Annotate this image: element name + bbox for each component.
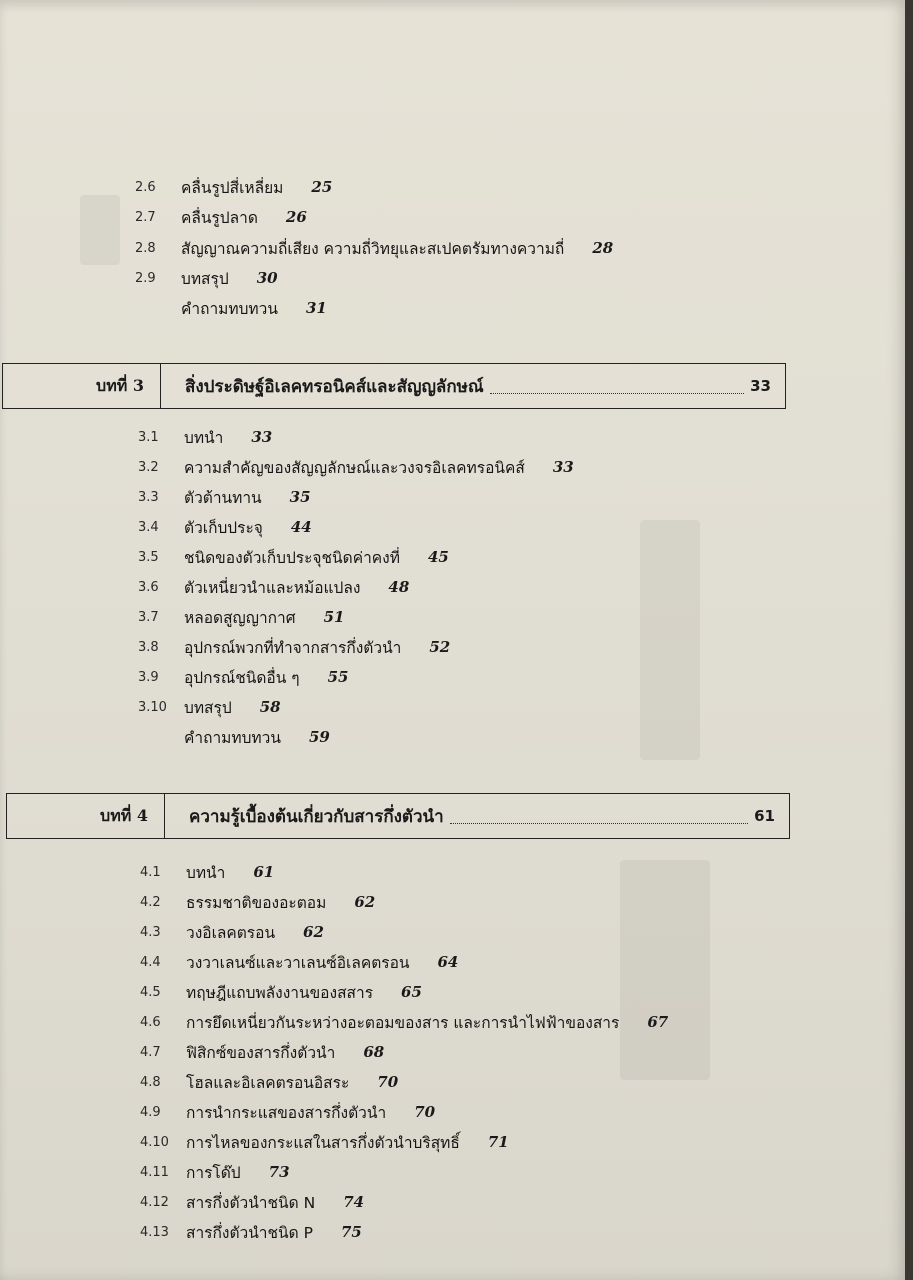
entry-number: 3.6 — [138, 579, 159, 595]
toc-entry[interactable] — [135, 233, 613, 263]
entry-title: ชนิดของตัวเก็บประจุชนิดค่าคงที่ — [184, 548, 400, 567]
toc-entry[interactable] — [140, 1187, 364, 1217]
entry-number: 3.5 — [138, 549, 159, 565]
entry-title: คำถามทบทวน — [181, 299, 278, 318]
entry-title: ตัวต้านทาน — [184, 488, 262, 507]
entry-number: 3.3 — [138, 489, 159, 505]
entry-page: 70 — [414, 1103, 436, 1121]
chapter-3-header[interactable] — [2, 363, 786, 409]
entry-number: 3.7 — [138, 609, 159, 625]
show-through-mark — [80, 195, 120, 265]
entry-page: 35 — [289, 488, 311, 506]
entry-page: 71 — [487, 1133, 509, 1151]
entry-page: 31 — [305, 299, 327, 317]
entry-title: อุปกรณ์พวกที่ทำจากสารกึ่งตัวนำ — [184, 638, 402, 657]
entry-title: คลื่นรูปสี่เหลี่ยม — [181, 178, 284, 197]
entry-title: การยึดเหนี่ยวกันระหว่างอะตอมของสาร และการนำไฟฟ้าของสาร — [186, 1013, 620, 1032]
dot-leader — [450, 809, 748, 824]
toc-entry[interactable] — [140, 1217, 362, 1247]
entry-title: การโด๊ป — [186, 1163, 241, 1182]
entry-page: 59 — [308, 728, 330, 746]
entry-number: 3.8 — [138, 639, 159, 655]
toc-entry[interactable] — [138, 602, 344, 632]
entry-title: การไหลของกระแสในสารกึ่งตัวนำบริสุทธิ์ — [186, 1133, 460, 1152]
chapter-page: 33 — [750, 377, 771, 395]
entry-number: 2.8 — [135, 240, 156, 256]
entry-number: 4.13 — [140, 1224, 169, 1240]
entry-title: การนำกระแสของสารกึ่งตัวนำ — [186, 1103, 387, 1122]
chapter-title: สิ่งประดิษฐ์อิเลคทรอนิคส์และสัญญลักษณ์ — [185, 376, 484, 397]
toc-entry[interactable] — [138, 422, 272, 452]
entry-page: 52 — [429, 638, 451, 656]
entry-title: บทนำ — [186, 863, 226, 882]
entry-page: 28 — [592, 239, 614, 257]
entry-title: ฟิสิกซ์ของสารกึ่งตัวนำ — [186, 1043, 336, 1062]
toc-entry[interactable] — [138, 452, 574, 482]
entry-page: 74 — [343, 1193, 365, 1211]
entry-number: 4.3 — [140, 924, 161, 940]
dot-leader — [490, 379, 745, 394]
entry-number: 3.2 — [138, 459, 159, 475]
entry-number: 3.4 — [138, 519, 159, 535]
toc-entry[interactable] — [140, 1067, 398, 1097]
entry-title: โฮลและอิเลคตรอนอิสระ — [186, 1073, 350, 1092]
toc-entry[interactable] — [135, 293, 327, 323]
toc-entry[interactable] — [138, 542, 449, 572]
toc-entry[interactable] — [140, 977, 422, 1007]
entry-title: ธรรมชาติของอะตอม — [186, 893, 327, 912]
toc-entry[interactable] — [138, 722, 330, 752]
entry-title: บทสรุป — [181, 269, 229, 288]
toc-entry[interactable] — [138, 572, 409, 602]
toc-entry[interactable] — [138, 632, 450, 662]
entry-number: 3.10 — [138, 699, 167, 715]
entry-number: 4.10 — [140, 1134, 169, 1150]
show-through-mark — [620, 860, 710, 1080]
entry-page: 48 — [388, 578, 410, 596]
entry-title: สารกึ่งตัวนำชนิด N — [186, 1193, 316, 1212]
entry-title: คลื่นรูปลาด — [181, 208, 258, 227]
entry-title: วงอิเลคตรอน — [186, 923, 276, 942]
entry-title: บทสรุป — [184, 698, 232, 717]
toc-entry[interactable] — [135, 263, 278, 293]
entry-page: 65 — [401, 983, 422, 1001]
entry-number: 3.1 — [138, 429, 159, 445]
entry-page: 64 — [437, 953, 459, 971]
entry-page: 44 — [290, 518, 312, 536]
toc-entry[interactable] — [138, 482, 311, 512]
entry-number: 2.7 — [135, 209, 156, 225]
chapter-4-header[interactable] — [6, 793, 790, 839]
entry-number: 4.9 — [140, 1104, 161, 1120]
toc-entry[interactable] — [140, 1127, 509, 1157]
entry-number: 4.1 — [140, 864, 161, 880]
entry-page: 75 — [340, 1223, 362, 1241]
entry-number: 4.2 — [140, 894, 161, 910]
toc-entry[interactable] — [135, 202, 307, 232]
toc-entry[interactable] — [140, 947, 458, 977]
entry-title: อุปกรณ์ชนิดอื่น ๆ — [184, 668, 300, 687]
toc-entry[interactable] — [138, 662, 348, 692]
entry-page: 61 — [253, 863, 275, 881]
entry-title: ตัวเหนี่ยวนำและหม้อแปลง — [184, 578, 361, 597]
entry-number: 4.7 — [140, 1044, 161, 1060]
entry-title: สารกึ่งตัวนำชนิด P — [186, 1223, 313, 1242]
entry-page: 67 — [647, 1013, 669, 1031]
entry-number: 4.6 — [140, 1014, 161, 1030]
entry-number: 4.8 — [140, 1074, 161, 1090]
entry-page: 73 — [268, 1163, 290, 1181]
entry-number: 4.5 — [140, 984, 161, 1000]
toc-entry[interactable] — [135, 172, 332, 202]
entry-page: 25 — [311, 178, 333, 196]
show-through-mark — [640, 520, 700, 760]
entry-page: 62 — [303, 923, 324, 941]
entry-number: 2.6 — [135, 179, 156, 195]
entry-number: 4.4 — [140, 954, 161, 970]
entry-page: 45 — [427, 548, 449, 566]
entry-page: 30 — [256, 269, 278, 287]
entry-title: ทฤษฎีแถบพลังงานของสสาร — [186, 983, 374, 1002]
entry-number: 2.9 — [135, 270, 156, 286]
entry-title: วงวาเลนซ์และวาเลนซ์อิเลคตรอน — [186, 953, 410, 972]
entry-page: 70 — [377, 1073, 399, 1091]
toc-entry[interactable] — [140, 887, 375, 917]
entry-number: 4.12 — [140, 1194, 169, 1210]
entry-title: บทนำ — [184, 428, 224, 447]
entry-title: คำถามทบทวน — [184, 728, 281, 747]
toc-entry[interactable] — [140, 1007, 668, 1037]
chapter-title: ความรู้เบื้องต้นเกี่ยวกับสารกึ่งตัวนำ — [189, 806, 444, 827]
entry-number: 4.11 — [140, 1164, 169, 1180]
entry-page: 62 — [354, 893, 376, 911]
entry-title: ตัวเก็บประจุ — [184, 518, 263, 537]
toc-entry[interactable] — [140, 917, 324, 947]
entry-page: 33 — [251, 428, 273, 446]
toc-entry[interactable] — [138, 512, 312, 542]
toc-entry[interactable] — [140, 1097, 435, 1127]
entry-page: 68 — [363, 1043, 385, 1061]
entry-page: 55 — [327, 668, 349, 686]
chapter-page: 61 — [754, 807, 775, 825]
chapter-label: บทที่ 3 — [3, 364, 161, 408]
entry-page: 33 — [552, 458, 574, 476]
toc-entry[interactable] — [138, 692, 281, 722]
entry-page: 26 — [285, 208, 307, 226]
entry-title: หลอดสูญญากาศ — [184, 608, 296, 627]
toc-entry[interactable] — [140, 857, 274, 887]
entry-title: สัญญาณความถี่เสียง ความถี่วิทยุและสเปคตรัมทางความถี่ — [181, 239, 565, 258]
chapter-label: บทที่ 4 — [7, 794, 165, 838]
entry-number: 3.9 — [138, 669, 159, 685]
entry-title: ความสำคัญของสัญญลักษณ์และวงจรอิเลคทรอนิคส์ — [184, 458, 525, 477]
entry-page: 51 — [323, 608, 345, 626]
toc-entry[interactable] — [140, 1037, 384, 1067]
toc-entry[interactable] — [140, 1157, 290, 1187]
entry-page: 58 — [259, 698, 281, 716]
